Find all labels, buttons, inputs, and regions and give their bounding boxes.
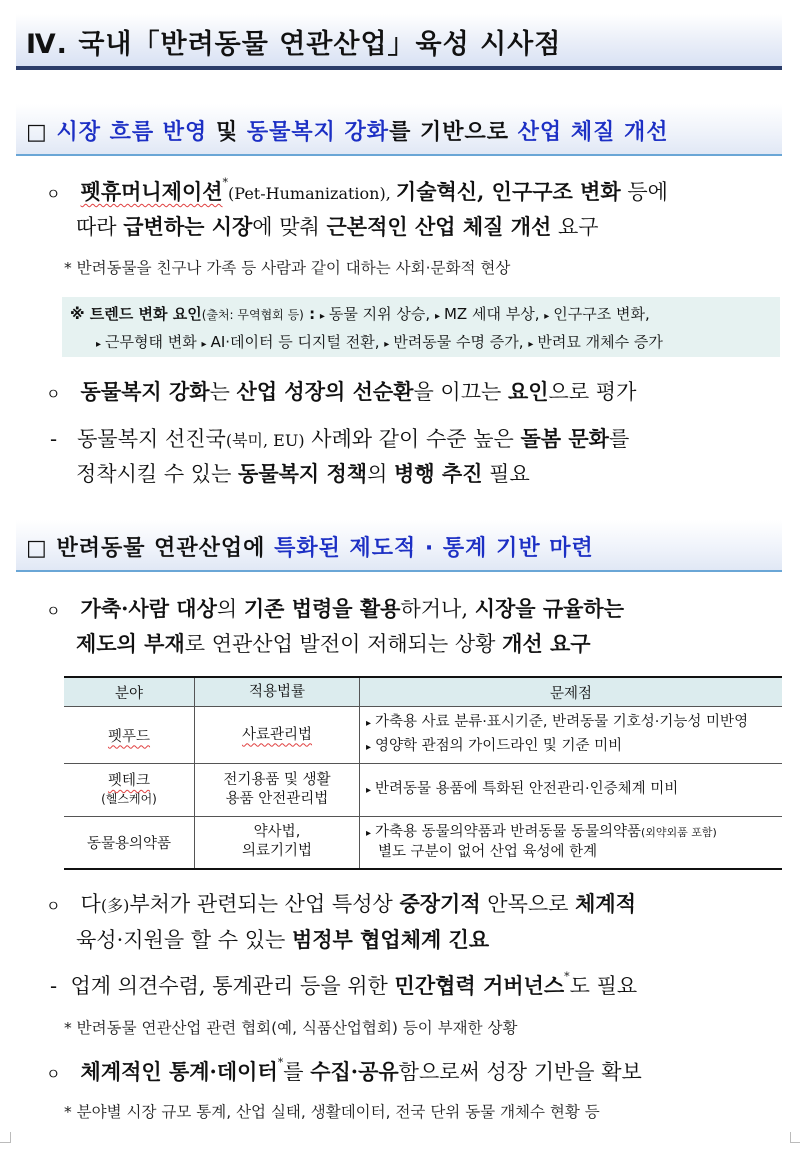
column-header-field: 분야: [64, 677, 195, 707]
law-cell: 전기용품 및 생활 용품 안전관리법: [195, 764, 360, 817]
section-underline: [16, 570, 782, 572]
triangle-bullet-icon: ▸: [366, 742, 372, 753]
crop-mark: [0, 1132, 11, 1143]
field-cell: 펫푸드: [64, 707, 195, 764]
triangle-bullet-icon: ▸: [366, 718, 372, 729]
paragraph-5-line-2: 육성·지원을 할 수 있는 범정부 협업체계 긴요: [76, 927, 490, 952]
dash-bullet: -: [50, 427, 58, 451]
paragraph-6: - 업계 의견수렴, 통계관리 등을 위한 민간협력 거버넌스*도 필요: [50, 970, 638, 998]
triangle-bullet-icon: ▸: [434, 311, 440, 322]
triangle-bullet-icon: ▸: [366, 785, 372, 796]
paragraph-3-line-1: - 동물복지 선진국(북미, EU) 사례와 같이 수준 높은 돌봄 문화를: [50, 426, 630, 451]
trend-row-1: ※ 트렌드 변화 요인(출처: 무역협회 등) : ▸ 동물 지위 상승, ▸ MZ 세대 부상, ▸ 인구구조 변화,: [70, 305, 650, 323]
paragraph-3-line-2: 정착시킬 수 있는 동물복지 정책의 병행 추진 필요: [76, 461, 530, 486]
paragraph-2: ㅇ 동물복지 강화는 산업 성장의 선순환을 이끄는 요인으로 평가: [46, 379, 637, 404]
issue-item-continuation: 별도 구분이 없어 산업 육성에 한계: [378, 843, 598, 860]
issues-cell: [360, 764, 783, 817]
paragraph-1-line-2: 따라 급변하는 시장에 맞춰 근본적인 산업 체질 개선 요구: [76, 214, 599, 239]
table-row: [64, 764, 782, 817]
trend-box: [62, 297, 780, 357]
chapter-underline: [16, 66, 782, 70]
paragraph-4-line-1: ㅇ 가축·사람 대상의 기존 법령을 활용하거나, 시장을 규율하는: [46, 596, 624, 621]
dash-bullet: -: [50, 974, 58, 998]
chapter-header: [16, 14, 782, 66]
triangle-bullet-icon: ▸: [366, 827, 372, 839]
paragraph-4-line-2: 제도의 부재로 연관산업 발전이 저해되는 상황 개선 요구: [76, 631, 591, 656]
issue-item: ▸ 가축용 동물의약품과 반려동물 동물의약품(외약외품 포함): [366, 823, 717, 840]
issue-item: ▸ 반려동물 용품에 특화된 안전관리·인증체계 미비: [366, 781, 679, 797]
section-box-icon: □: [26, 536, 48, 561]
circle-bullet-icon: ㅇ: [46, 185, 61, 203]
section-box-icon: □: [26, 120, 48, 145]
table-row: [64, 817, 782, 869]
triangle-bullet-icon: ▸: [319, 311, 325, 322]
triangle-bullet-icon: ▸: [201, 339, 207, 350]
triangle-bullet-icon: ▸: [544, 311, 550, 322]
section-title-1: □ 시장 흐름 반영 및 동물복지 강화를 기반으로 산업 체질 개선: [26, 120, 669, 145]
issues-table: [64, 676, 782, 870]
circle-bullet-icon: ㅇ: [46, 1065, 61, 1083]
triangle-bullet-icon: ▸: [96, 339, 102, 350]
triangle-bullet-icon: ▸: [528, 339, 534, 350]
table-header-row: [64, 677, 782, 707]
paragraph-5-line-1: ㅇ 다(多)부처가 관련되는 산업 특성상 중장기적 안목으로 체계적: [46, 891, 636, 916]
section-header-2: [16, 520, 782, 570]
section-underline: [16, 154, 782, 156]
crop-mark: [790, 1132, 800, 1143]
column-header-law: 적용법률: [195, 677, 360, 707]
issue-item: ▸ 가축용 사료 분류·표시기준, 반려동물 기호성·기능성 미반영: [366, 714, 749, 730]
law-cell: 사료관리법: [195, 707, 360, 764]
issues-cell: [360, 707, 783, 764]
field-cell: 펫테크 (헬스케어): [64, 764, 195, 817]
column-header-issues: 문제점: [360, 677, 783, 707]
paragraph-1-line-1: ㅇ 펫휴머니제이션*(Pet-Humanization), 기술혁신, 인구구조 변화 등에: [46, 176, 668, 204]
circle-bullet-icon: ㅇ: [46, 602, 61, 620]
trend-row-2: ▸ 근무형태 변화 ▸ AI·데이터 등 디지털 전환, ▸ 반려동물 수명 증가, ▸ 반려묘 개체수 증가: [96, 333, 663, 351]
section-title-2: □ 반려동물 연관산업에 특화된 제도적 · 통계 기반 마련: [26, 536, 594, 561]
circle-bullet-icon: ㅇ: [46, 897, 61, 915]
footnote-3: * 분야별 시장 규모 통계, 산업 실태, 생활데이터, 전국 단위 동물 개체수 현황 등: [64, 1103, 600, 1121]
footnote-1: * 반려동물을 친구나 가족 등 사람과 같이 대하는 사회·문화적 현상: [64, 259, 511, 277]
footnote-2: * 반려동물 연관산업 관련 협회(예, 식품산업협회) 등이 부재한 상황: [64, 1019, 518, 1037]
circle-bullet-icon: ㅇ: [46, 385, 61, 403]
chapter-title: Ⅳ. 국내「반려동물 연관산업」육성 시사점: [26, 29, 562, 60]
law-cell: 약사법, 의료기기법: [195, 817, 360, 869]
issue-item: ▸ 영양학 관점의 가이드라인 및 기준 미비: [366, 738, 623, 754]
section-header-1: [16, 104, 782, 154]
table-row: [64, 707, 782, 764]
triangle-bullet-icon: ▸: [384, 339, 390, 350]
issues-cell: [360, 817, 783, 869]
field-cell: 동물용의약품: [64, 817, 195, 869]
paragraph-7: ㅇ 체계적인 통계·데이터*를 수집·공유함으로써 성장 기반을 확보: [46, 1056, 642, 1084]
